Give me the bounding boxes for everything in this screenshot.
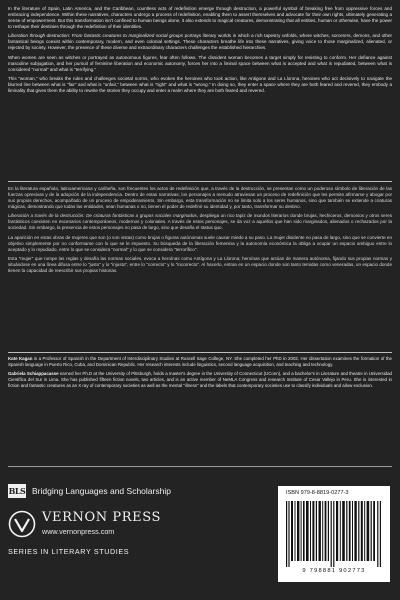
isbn-digits: 9 798881 902773 [302,568,366,574]
barcode-icon [286,501,382,567]
bio-kate-kagan [8,356,392,368]
bls-imprint [8,484,171,498]
section-divider-2 [8,352,392,353]
bio-gabriela-schiappacasse [8,371,392,389]
es-paragraph-1: En la literatura española, latinoamericana y caribeña, son frecuentes los actos de redefinición que, a través de la destrucción, se presentan como un poderoso símbolo de liberación de las fuerzas opresivas y de la adopción de la independencia. Dentro de estas narrativas, los personajes a menudo atraviesan un proceso de redefinición que les permite afirmarse y abogar por sus propios derechos, acompañado de un proceso de empoderamiento. Sin embargo, esta transformación no se limita solo a los seres humanos, sino que también se extiende a criaturas mágicas, demostrando que todas las entidades, sean humanas o no, tienen el poder de redefinir su identidad y, por tanto, transformar su destino. [8,186,392,210]
book-title-es: Liberación a través de la destrucción: De criaturas fantásticas a grupos sociales marginados [8,213,197,219]
spanish-blurb [8,186,392,277]
section-divider-1 [8,181,392,182]
author-name: Kate Kagan [8,356,33,361]
vernon-press-logo-icon [8,510,36,538]
bls-logo: BLS [8,486,26,496]
es-paragraph-2-rest: , despliega un rico tapiz de mundos literarios donde brujas, hechiceros, demonios y otros seres fantásticos coexisten en escenarios contemporáneos, modernos y coloniales. A través de estos personajes, se da voz a aquellos que han sido marginados, alienados o rechazados por la sociedad. Sin embargo, la presencia de estos personajes no pasa de largo, sino que desafía el status quo. [8,213,393,231]
publisher-block [8,510,161,538]
section-divider-3 [8,466,392,467]
es-paragraph-3: La aparición en estas obras de mujeres que son (o son vistas) como brujas o figuras autónomas suele causar miedo a su paso. La mujer disidente no pasa de largo, sino que se convierte en objetivo simplemente por no conformarse con lo que se le impuesto. Su búsqueda de la liberación femenina y la autonomía económica la obliga a ocupar un espacio ambiguo entre lo aceptado y lo repudiado, entre lo que se considera "normal" y lo que se considera "terrorífico". [8,234,392,252]
en-paragraph-1: In the literature of Spain, Latin America, and the Caribbean, countless acts of redefinition emerge through destruction, a powerful symbol of breaking free from oppressive forces and embracing independence. Within these narratives, characters undergo a process of redefinition, enabling them to assert themselves and advocate for their own rights, ultimately generating a sense of empowerment. But this transformation isn't confined to human beings alone, it also extends to magical creatures, demonstrating that all entities, human or otherwise, have the power to reshape their destinies through the redefinition of their identities. [8,6,392,30]
isbn-label: ISBN 979-8-8819-0277-3 [286,490,349,496]
english-blurb [8,6,392,97]
en-paragraph-2 [8,33,392,51]
book-title-en: Liberation through destruction: From fantastic creatures to marginalized social groups [8,33,184,39]
isbn-barcode [278,486,390,582]
es-paragraph-4: Esta "mujer" que rompe las reglas y desafía las normas sociales, evoca a heroínas como Antígona y La Llorona; heroínas que actúan de manera autónoma, fijando sus propias normas y situándose en una línea difusa entre lo "justo" y lo "injusto", entre lo "correcto" y lo "incorrecto". Al hacerlo, entran en un espacio donde son tanto temidas como veneradas, un espacio donde tienen la capacidad de reescribir sus propias historias. [8,256,392,274]
publisher-name: VERNON PRESS [42,510,162,525]
author-bios [8,356,392,393]
series-name: SERIES IN LITERARY STUDIES [8,547,130,556]
en-paragraph-2-rest: portrays literary worlds in which a rich tapestry unfolds, where witches, sorcerers, demons, and other fantastical beings coexist within contemporary, modern, and even colonial settings. These characters breathe life into these narratives, giving voice to those marginalized, alienated, or rejected by society. However, the presence of these diverse and extraordinary characters challenges the established hierarchies. [8,33,392,51]
publisher-url: www.vernonpress.com [42,527,115,536]
bio-text: is a Professor of Spanish in the Department of Interdisciplinary Studies at Russell Sage College, NY. She completed her PhD in 2002. Her dissertation examines the formation of the Spanish language in Puerto Rico, Cuba, and Dominican Republic. Her research interests include linguistics, second language acquisition, and teaching and technology. [8,356,392,367]
bio-text: earned her Ph.D at the University of Pittsburgh, holds a master's degree in the University of Connecticut (UConn), and a bachelor's in Literature and theatre in Universidad Científica del Sur in Lima. She has published fifteen fiction novels, two articles, and is an active member of NeMLA Congress and research Institute of Cesar Vallejo in Peru. She is interested in fiction and fantastic creatures as an X ray of contemporary societies as well as the mental "illness" and the labels that contemporary societies use to classify individuals and allow exclusion. [8,371,392,389]
bls-label: Bridging Languages and Scholarship [32,486,171,496]
es-paragraph-2 [8,213,392,231]
en-paragraph-4: This "woman," who breaks the rules and challenges societal norms, who evokes the heroines who took action, like Antigone and La Llorona, heroines who act decisively to navigate the blurred line between what is "fair" and what is "unfair," between what is "right" and what is "wrong." In doing so, they enter a space where they are both feared and revered, they embody a liminality that gives them the ability to rewrite the stories they occupy and enter a realm where they are both feared and revered. [8,76,392,94]
author-name: Gabriela Schiappacasse [8,371,59,377]
en-paragraph-3: When women are seen as witches or portrayed as autonomous figures, fear often follows. The dissident woman becomes a target simply for resisting to conform. Her defiance against masculine subjugation, and her pursuit of feminine liberation and economic autonomy, forces her into a liminal space between what is accepted and what is repudiated, between what is considered "normal" and what is "terrifying." [8,54,392,72]
